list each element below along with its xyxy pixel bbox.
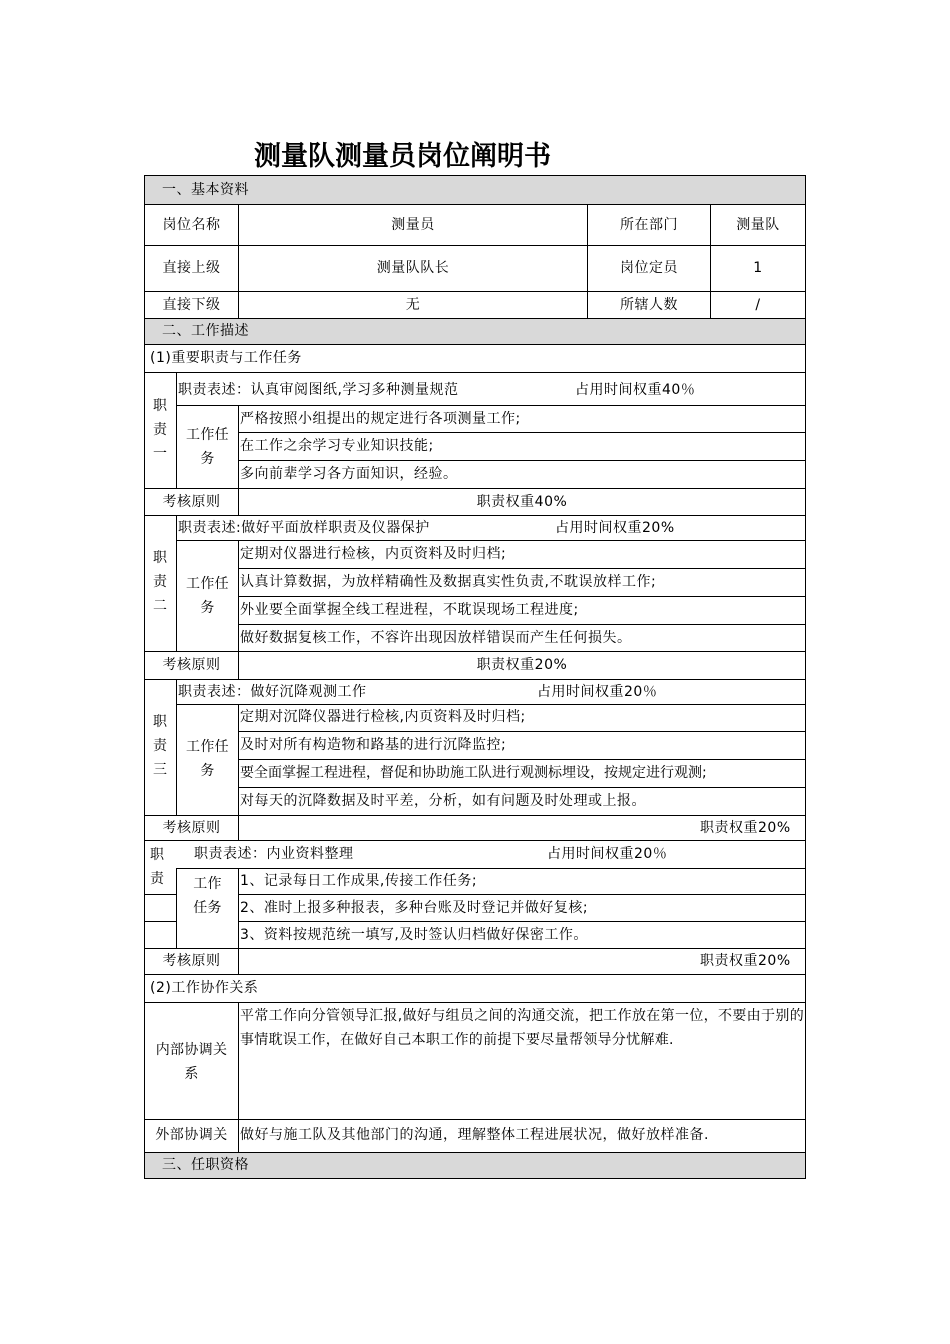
duty-4-assess-value: 职责权重20% bbox=[700, 953, 791, 969]
external-coordination-text: 做好与施工队及其他部门的沟通，理解整体工程进展状况，做好放样准备. bbox=[240, 1127, 709, 1143]
duty-2-label: 职 责 二 bbox=[153, 550, 167, 614]
duty-3-description: 职责表述：做好沉降观测工作 bbox=[178, 684, 367, 700]
headcount-value: / bbox=[755, 297, 761, 313]
external-coordination-label: 外部协调关 bbox=[155, 1127, 228, 1143]
duty-1-weight: 占用时间权重40％ bbox=[575, 382, 696, 398]
duty-3-assess-value: 职责权重20% bbox=[700, 820, 791, 836]
page-title: 测量队测量员岗位阐明书 bbox=[254, 141, 551, 172]
internal-coordination-label: 内部协调关 系 bbox=[155, 1042, 228, 1082]
main-duties-heading: (1)重要职责与工作任务 bbox=[150, 350, 302, 366]
duty-1-label: 职 责 一 bbox=[153, 398, 167, 462]
duty-2-assess-value: 职责权重20% bbox=[476, 657, 568, 673]
dept-label: 所在部门 bbox=[620, 217, 678, 233]
section-work-description: 二、工作描述 bbox=[162, 323, 249, 339]
quota-value: 1 bbox=[753, 260, 763, 276]
duty-2-task-2: 认真计算数据，为放样精确性及数据真实性负责,不耽误放样工作; bbox=[240, 574, 657, 590]
duty-1-description: 职责表述：认真审阅图纸,学习多种测量规范 bbox=[178, 382, 459, 398]
duty-2-task-3: 外业要全面掌握全线工程进程，不耽误现场工程进度; bbox=[240, 602, 579, 618]
headcount-label: 所辖人数 bbox=[620, 297, 678, 313]
duty-4-label: 职 责 bbox=[150, 847, 164, 887]
dept-value: 测量队 bbox=[736, 217, 780, 233]
section-qualification: 三、任职资格 bbox=[162, 1157, 249, 1173]
duty-3-task-2: 及时对所有构造物和路基的进行沉降监控; bbox=[240, 737, 507, 753]
duty-3-task-3: 要全面掌握工程进程，督促和协助施工队进行观测标埋设，按规定进行观测; bbox=[240, 765, 707, 781]
duty-2-task-1: 定期对仪器进行检核，内页资料及时归档; bbox=[240, 546, 507, 562]
duty-2-task-label: 工作任 务 bbox=[186, 576, 229, 616]
duty-2-task-4: 做好数据复核工作，不容许出现因放样错误而产生任何损失。 bbox=[240, 630, 632, 646]
subordinate-value: 无 bbox=[405, 297, 421, 313]
internal-coordination-text: 平常工作向分管领导汇报,做好与组员之间的沟通交流，把工作放在第一位，不要由于别的事情耽误工作，在做好自己本职工作的前提下要尽量帮领导分忧解难. bbox=[240, 1008, 804, 1048]
position-value: 测量员 bbox=[391, 217, 435, 233]
quota-label: 岗位定员 bbox=[620, 260, 678, 276]
duty-1-task-label: 工作任 务 bbox=[186, 427, 229, 467]
duty-3-assess-label: 考核原则 bbox=[162, 820, 221, 836]
duty-4-task-3: 3、资料按规范统一填写,及时签认归档做好保密工作。 bbox=[240, 927, 588, 943]
section-basic-info: 一、基本资料 bbox=[162, 182, 249, 198]
duty-4-assess-label: 考核原则 bbox=[162, 953, 221, 969]
duty-1-assess-label: 考核原则 bbox=[162, 494, 221, 510]
duty-3-label: 职 责 三 bbox=[153, 714, 167, 778]
duty-3-weight: 占用时间权重20％ bbox=[537, 684, 658, 700]
duty-2-assess-label: 考核原则 bbox=[162, 657, 221, 673]
duty-2-description: 职责表述:做好平面放样职责及仪器保护 bbox=[178, 520, 430, 536]
duty-4-task-2: 2、准时上报多种报表，多种台账及时登记并做好复核; bbox=[240, 900, 589, 916]
position-label: 岗位名称 bbox=[162, 217, 221, 233]
duty-3-task-1: 定期对沉降仪器进行检核,内页资料及时归档; bbox=[240, 709, 526, 725]
duty-1-task-2: 在工作之余学习专业知识技能; bbox=[240, 438, 434, 454]
coordination-heading: (2)工作协作关系 bbox=[150, 980, 259, 996]
duty-3-task-label: 工作任 务 bbox=[186, 739, 229, 779]
duty-4-description: 职责表述：内业资料整理 bbox=[194, 846, 354, 862]
duty-3-task-4: 对每天的沉降数据及时平差，分析，如有问题及时处理或上报。 bbox=[240, 793, 646, 809]
duty-1-assess-value: 职责权重40% bbox=[476, 494, 568, 510]
subordinate-label: 直接下级 bbox=[162, 297, 221, 313]
duty-1-task-3: 多向前辈学习各方面知识，经验。 bbox=[240, 466, 458, 482]
duty-4-task-label: 工作 任务 bbox=[193, 876, 222, 916]
duty-4-weight: 占用时间权重20％ bbox=[547, 846, 668, 862]
duty-2-weight: 占用时间权重20% bbox=[555, 520, 675, 536]
superior-value: 测量队队长 bbox=[376, 260, 450, 276]
duty-1-task-1: 严格按照小组提出的规定进行各项测量工作; bbox=[240, 411, 521, 427]
duty-4-task-1: 1、记录每日工作成果,传接工作任务; bbox=[240, 873, 478, 889]
superior-label: 直接上级 bbox=[162, 260, 221, 276]
